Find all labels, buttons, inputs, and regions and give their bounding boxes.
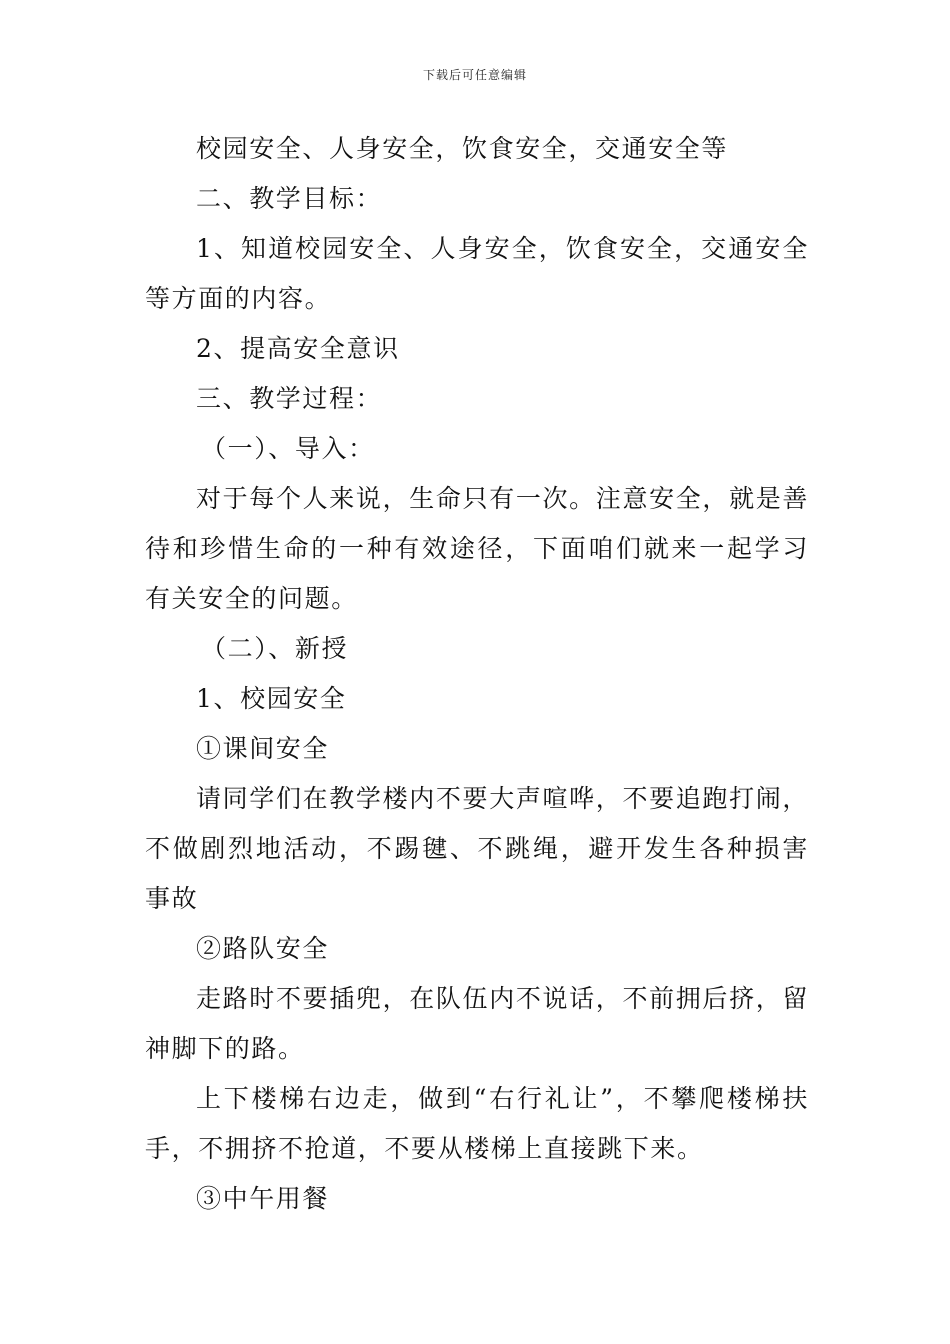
paragraph-stairs-safety: 上下楼梯右边走，做到“右行礼让”，不攀爬楼梯扶手，不拥挤不抢道，不要从楼梯上直接跳下来。 — [145, 1084, 809, 1163]
section-campus-safety: 1、校园安全 — [196, 684, 347, 713]
paragraph-line-safety: 走路时不要插兜，在队伍内不说话，不前拥后挤，留神脚下的路。 — [145, 984, 809, 1063]
goal-item-1: 1、知道校园安全、人身安全，饮食安全，交通安全等方面的内容。 — [145, 234, 809, 313]
subheading-new-lesson: （二）、新授 — [201, 634, 349, 663]
item-lunch: ③中午用餐 — [196, 1184, 330, 1213]
header-note: 下载后可任意编辑 — [422, 68, 527, 82]
document-body — [145, 124, 809, 1224]
goal-item-2: 2、提高安全意识 — [196, 334, 400, 363]
item-break-safety: ①课间安全 — [196, 734, 330, 763]
item-line-safety: ②路队安全 — [196, 934, 330, 963]
heading-teaching-goals: 二、教学目标： — [196, 184, 383, 213]
paragraph-safety-topics: 校园安全、人身安全，饮食安全，交通安全等 — [196, 134, 729, 163]
paragraph-introduction: 对于每个人来说，生命只有一次。注意安全，就是善待和珍惜生命的一种有效途径，下面咱们就来一起学习有关安全的问题。 — [145, 484, 809, 613]
subheading-introduction: （一）、导入： — [201, 434, 375, 463]
paragraph-break-safety: 请同学们在教学楼内不要大声喧哗，不要追跑打闹，不做剧烈地活动，不踢毽、不跳绳，避开发生各种损害事故 — [145, 784, 809, 913]
heading-teaching-process: 三、教学过程： — [196, 384, 383, 413]
